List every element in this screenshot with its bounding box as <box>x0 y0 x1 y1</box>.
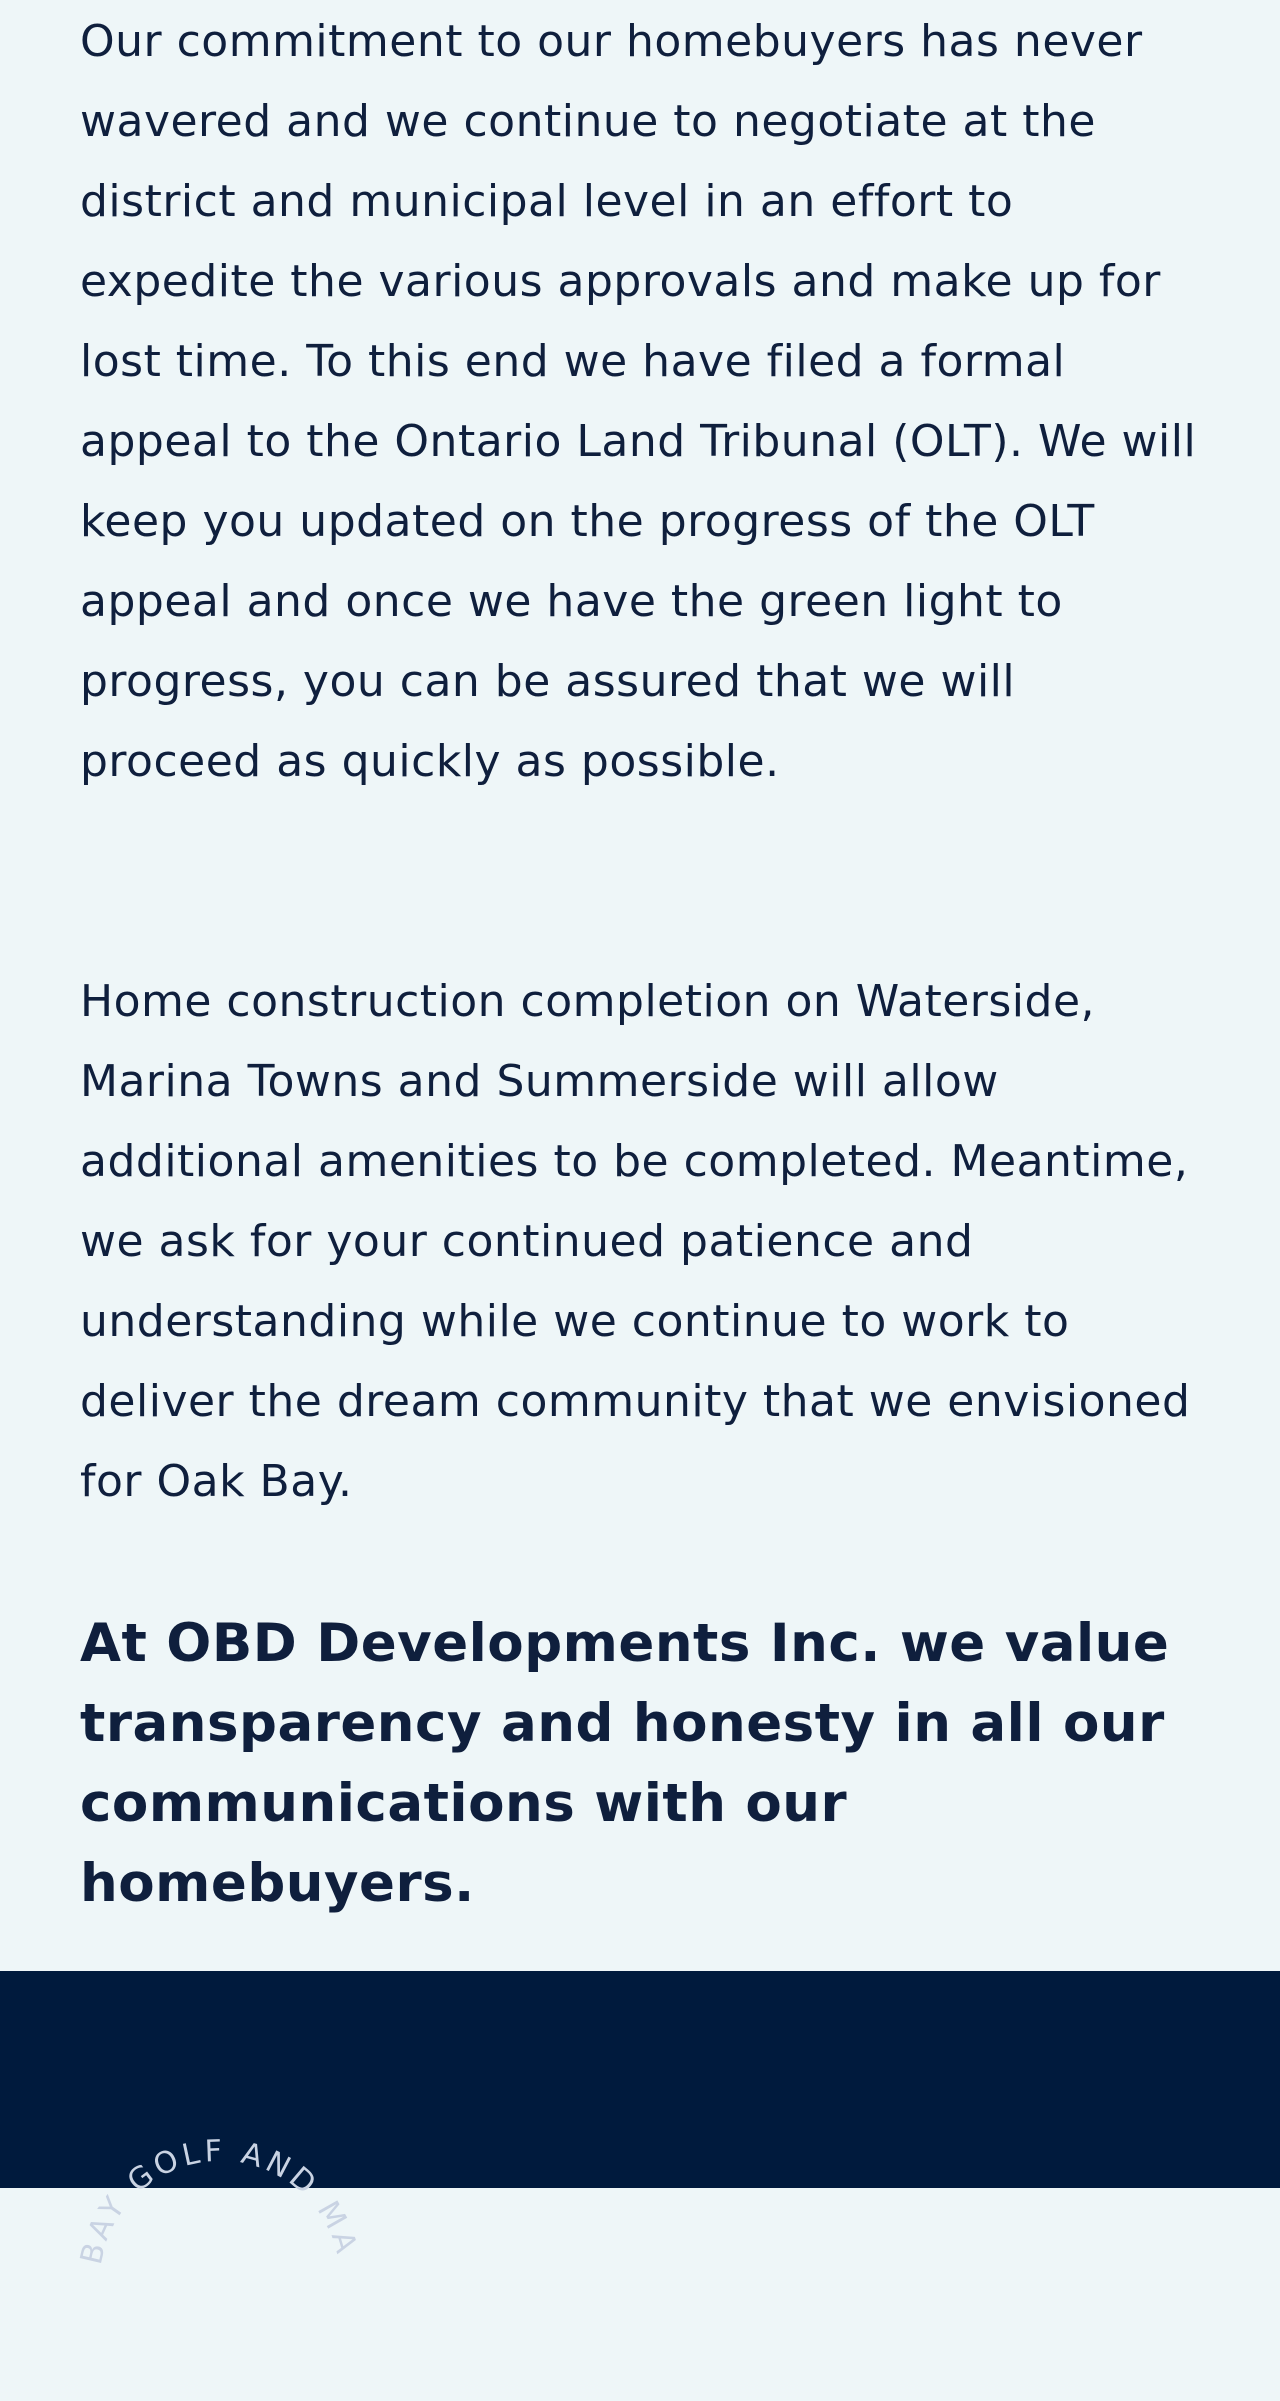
article-paragraph-1: Our commitment to our homebuyers has never wavered and we continue to negotiate at the district and municipal level in an effort to expedite the various approvals and make up for lost time. To this end we have filed a formal appeal to the Ontario Land Tribunal (OLT). We will keep you updated on the progress of the OLT appeal and once we have the green light to progress, you can be assured that we will proceed as quickly as possible. <box>80 16 1197 787</box>
article-paragraph-2: Home construction completion on Waterside, Marina Towns and Summerside will allow additional amenities to be completed. Meantime, we ask for your continued patience and understanding while we continue to work to deliver the dream community that we envisioned for Oak Bay. <box>80 976 1191 1507</box>
closing-statement: At OBD Developments Inc. we value transparency and honesty in all our communications with our homebuyers. <box>80 1613 1170 1914</box>
logo-seal-icon <box>60 2081 380 2401</box>
seal-text: BAY GOLF AND MA <box>74 2133 365 2268</box>
site-footer <box>0 1971 1280 2268</box>
svg-text:BAY GOLF AND MA <box>74 2134 364 2268</box>
